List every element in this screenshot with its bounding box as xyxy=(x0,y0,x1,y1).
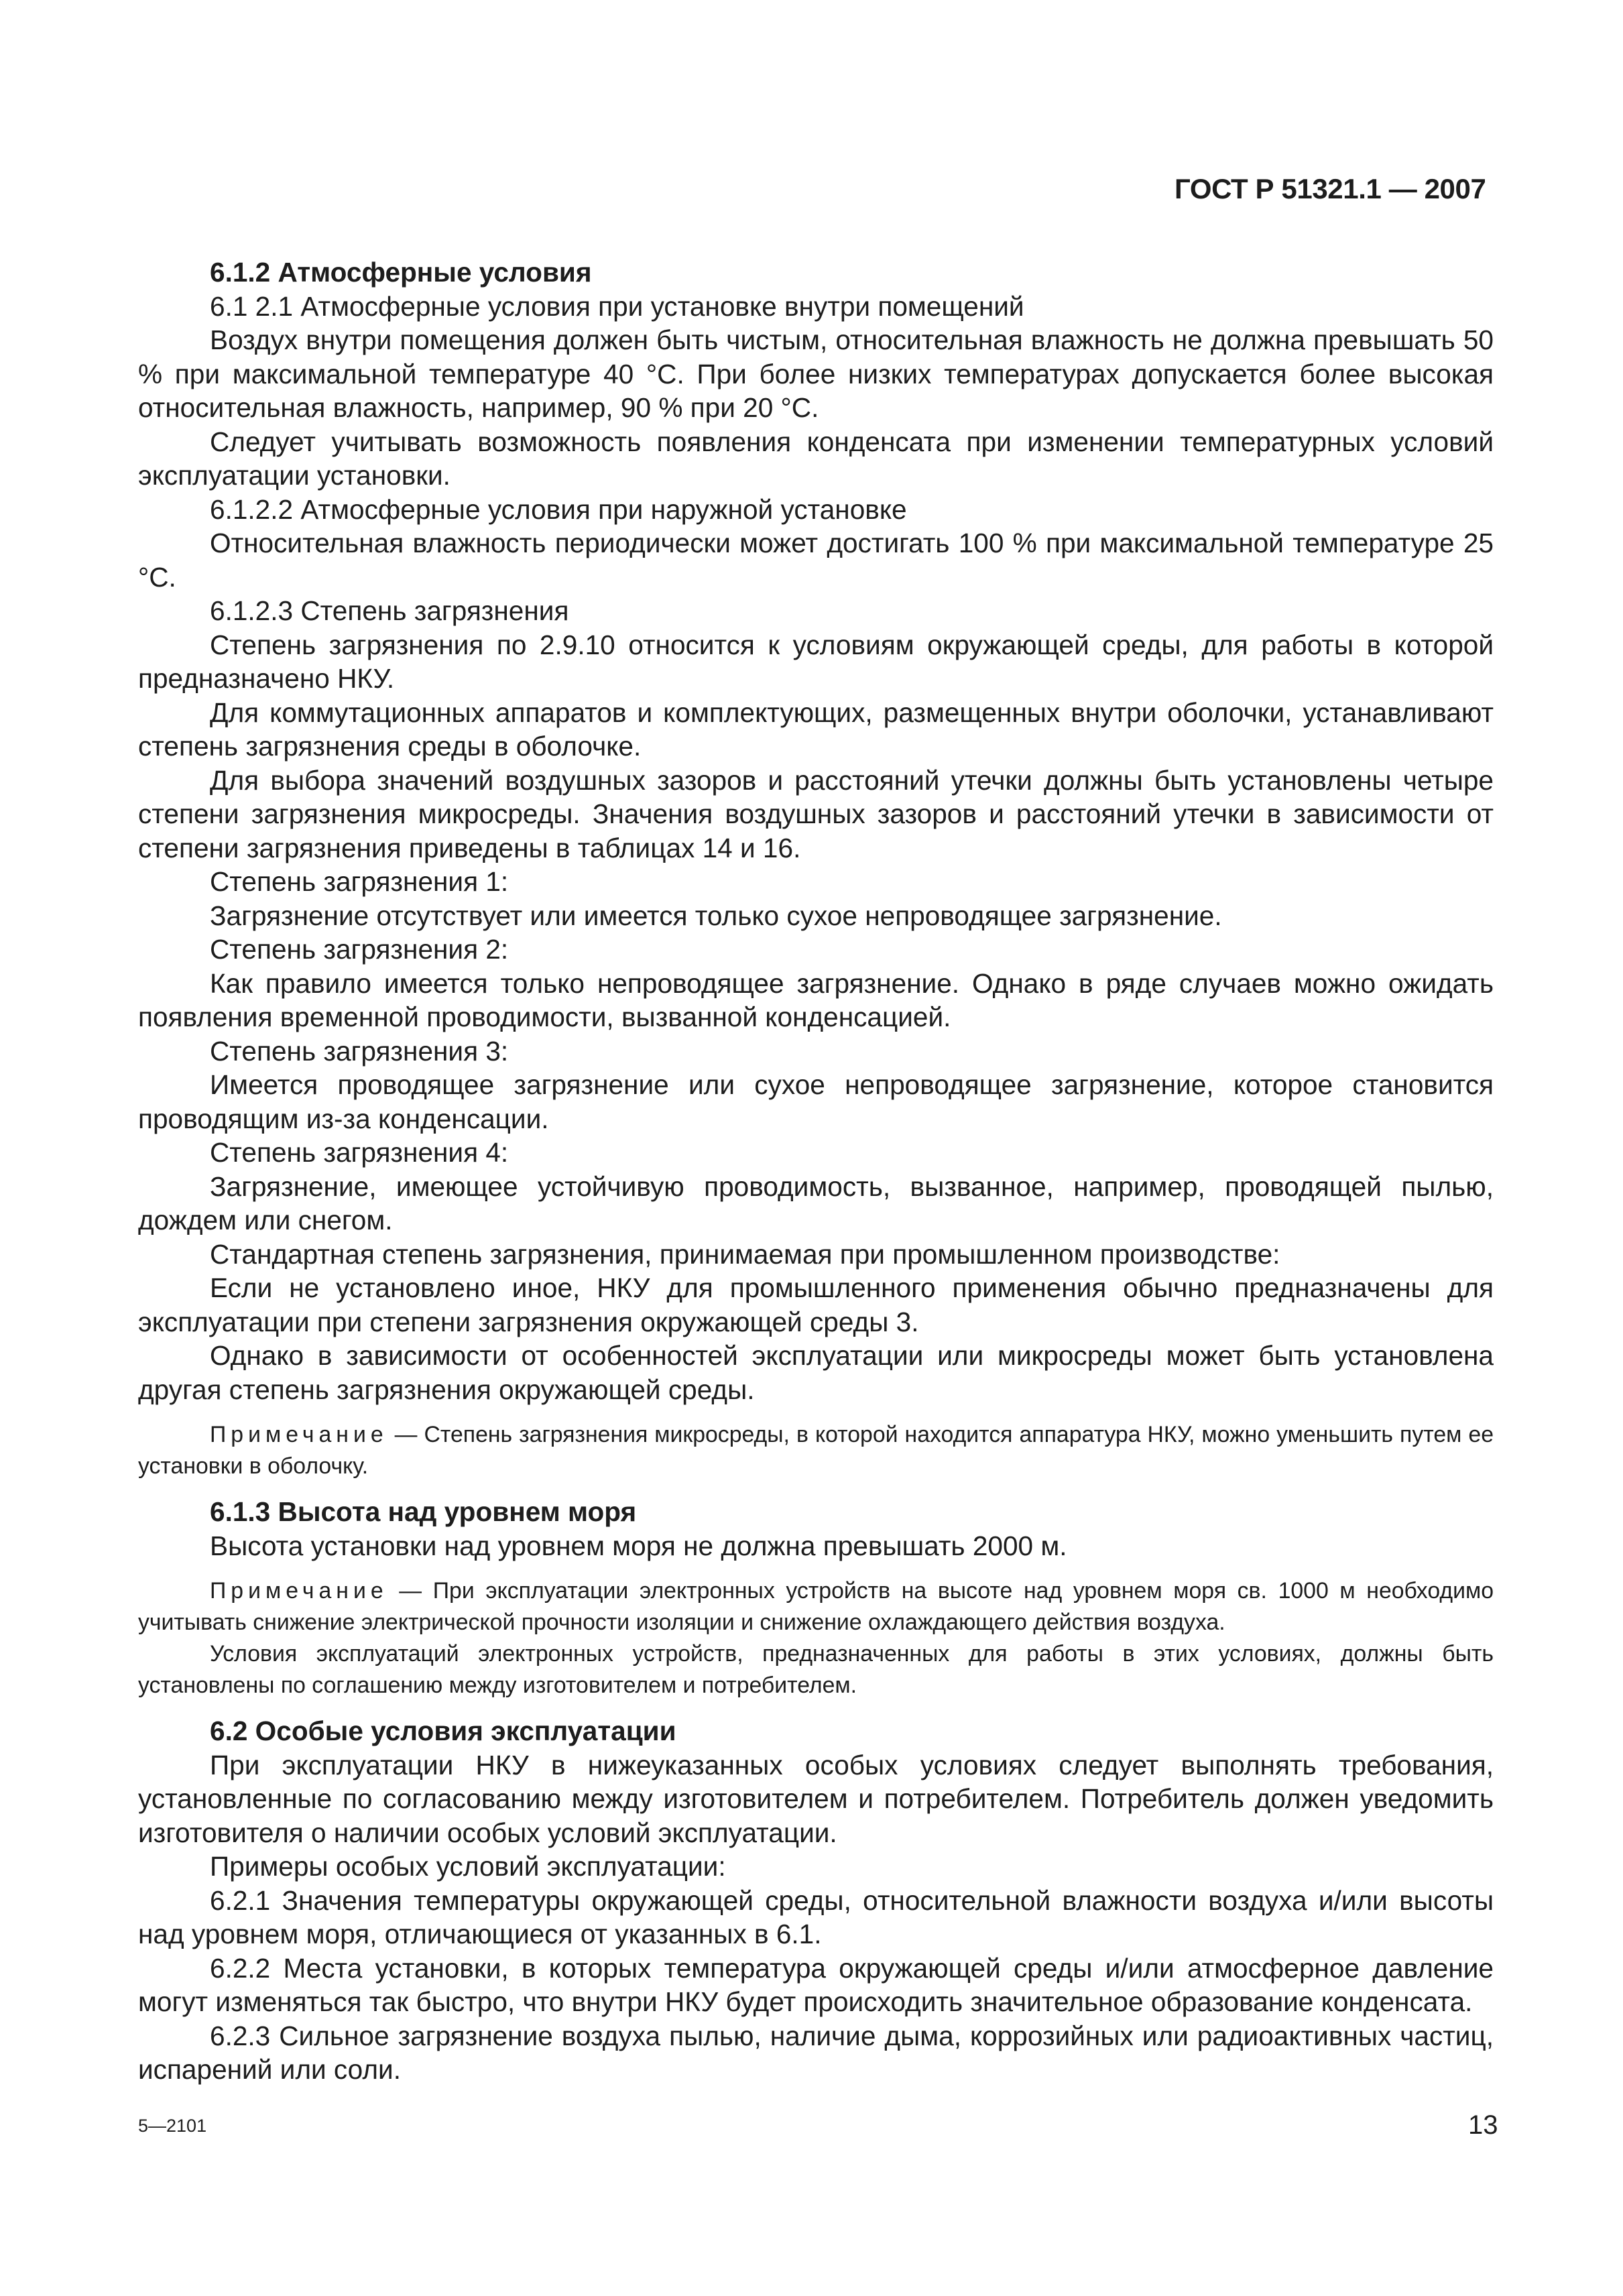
paragraph: Загрязнение отсутствует или имеется только сухое непроводящее загрязнение. xyxy=(210,900,1222,931)
paragraph: Загрязнение, имеющее устойчивую проводимость, вызванное, например, проводящей пылью, дождем или снегом. xyxy=(138,1170,1494,1235)
paragraph: 6.2.1 Значения температуры окружающей среды, относительной влажности воздуха и/или высоты над уровнем моря, отличающиеся от указанных в 6.1. xyxy=(138,1884,1494,1949)
paragraph: Если не установлено иное, НКУ для промышленного применения обычно предназначены для эксплуатации при степени загрязнения окружающей среды 3. xyxy=(138,1272,1494,1337)
paragraph: Воздух внутри помещения должен быть чистым, относительная влажность не должна превышать 50 % при максимальной температуре 40 °С. При более низких температурах допускается более высокая относительная влажность, например, 90 % при 20 °С. xyxy=(138,324,1494,423)
note-continuation: Условия эксплуатаций электронных устройств, предназначенных для работы в этих условиях, должны быть установлены по соглашению между изготовителем и потребителем. xyxy=(138,1641,1494,1698)
paragraph: Примеры особых условий эксплуатации: xyxy=(210,1851,726,1882)
page-number: 13 xyxy=(1468,2110,1498,2140)
paragraph: 6.2.3 Сильное загрязнение воздуха пылью, наличие дыма, коррозийных или радиоактивных частиц, испарений или соли. xyxy=(138,2020,1494,2085)
document-body xyxy=(138,255,1494,2087)
note xyxy=(138,1575,1494,1638)
spacer xyxy=(138,1482,1494,1495)
note-text: — При эксплуатации электронных устройств на высоте над уровнем моря св. 1000 м необходимо учитывать снижение электрической прочности изоляции и снижение охлаждающего действия воздуха. xyxy=(138,1578,1494,1635)
paragraph: Для коммутационных аппаратов и комплектующих, размещенных внутри оболочки, устанавливают степень загрязнения среды в оболочке. xyxy=(138,697,1494,762)
note-text: — Степень загрязнения микросреды, в которой находится аппаратура НКУ, можно уменьшить путем ее установки в оболочку. xyxy=(138,1422,1494,1479)
print-code: 5—2101 xyxy=(138,2116,207,2136)
section-heading-6-1-3: 6.1.3 Высота над уровнем моря xyxy=(210,1496,637,1527)
paragraph: Для выбора значений воздушных зазоров и расстояний утечки должны быть установлены четыре степени загрязнения микросреды. Значения воздушных зазоров и расстояний утечки в зависимости от степени загрязнения приведены в таблицах 14 и 16. xyxy=(138,764,1494,863)
note-label: Примечание xyxy=(210,1422,388,1447)
paragraph: Степень загрязнения 2: xyxy=(210,934,509,965)
paragraph: При эксплуатации НКУ в нижеуказанных особых условиях следует выполнять требования, установленные по согласованию между изготовителем и потребителем. Потребитель должен уведомить изготовителя о наличии особых условий эксплуатации. xyxy=(138,1749,1494,1848)
paragraph: 6.1.2.3 Степень загрязнения xyxy=(210,595,569,626)
paragraph: Имеется проводящее загрязнение или сухое непроводящее загрязнение, которое становится проводящим из-за конденсации. xyxy=(138,1069,1494,1134)
paragraph: Как правило имеется только непроводящее загрязнение. Однако в ряде случаев можно ожидать появления временной проводимости, вызванной конденсацией. xyxy=(138,967,1494,1032)
paragraph: Однако в зависимости от особенностей эксплуатации или микросреды может быть установлена другая степень загрязнения окружающей среды. xyxy=(138,1340,1494,1405)
paragraph: Степень загрязнения 1: xyxy=(210,866,509,897)
paragraph: Высота установки над уровнем моря не должна превышать 2000 м. xyxy=(210,1530,1067,1561)
section-heading-6-2: 6.2 Особые условия эксплуатации xyxy=(210,1715,676,1746)
standard-number: ГОСТ Р 51321.1 — 2007 xyxy=(1175,173,1486,204)
paragraph: Степень загрязнения 4: xyxy=(210,1137,509,1168)
paragraph: Относительная влажность периодически может достигать 100 % при максимальной температуре 25 °С. xyxy=(138,528,1494,593)
paragraph: Стандартная степень загрязнения, принимаемая при промышленном производстве: xyxy=(210,1238,1280,1270)
paragraph: 6.1.2.2 Атмосферные условия при наружной установке xyxy=(210,493,907,525)
section-heading-6-1-2: 6.1.2 Атмосферные условия xyxy=(210,257,592,288)
paragraph: Степень загрязнения по 2.9.10 относится к условиям окружающей среды, для работы в которой предназначено НКУ. xyxy=(138,629,1494,694)
spacer xyxy=(138,1701,1494,1714)
note-label: Примечание xyxy=(210,1578,388,1604)
note xyxy=(138,1419,1494,1482)
spacer xyxy=(138,1563,1494,1575)
paragraph: Степень загрязнения 3: xyxy=(210,1035,509,1067)
paragraph: 6.2.2 Места установки, в которых температура окружающей среды и/или атмосферное давление могут изменяться так быстро, что внутри НКУ будет происходить значительное образование конденсата. xyxy=(138,1952,1494,2017)
paragraph: 6.1 2.1 Атмосферные условия при установке внутри помещений xyxy=(210,290,1024,322)
paragraph: Следует учитывать возможность появления конденсата при изменении температурных условий эксплуатации установки. xyxy=(138,426,1494,491)
spacer xyxy=(138,1406,1494,1419)
